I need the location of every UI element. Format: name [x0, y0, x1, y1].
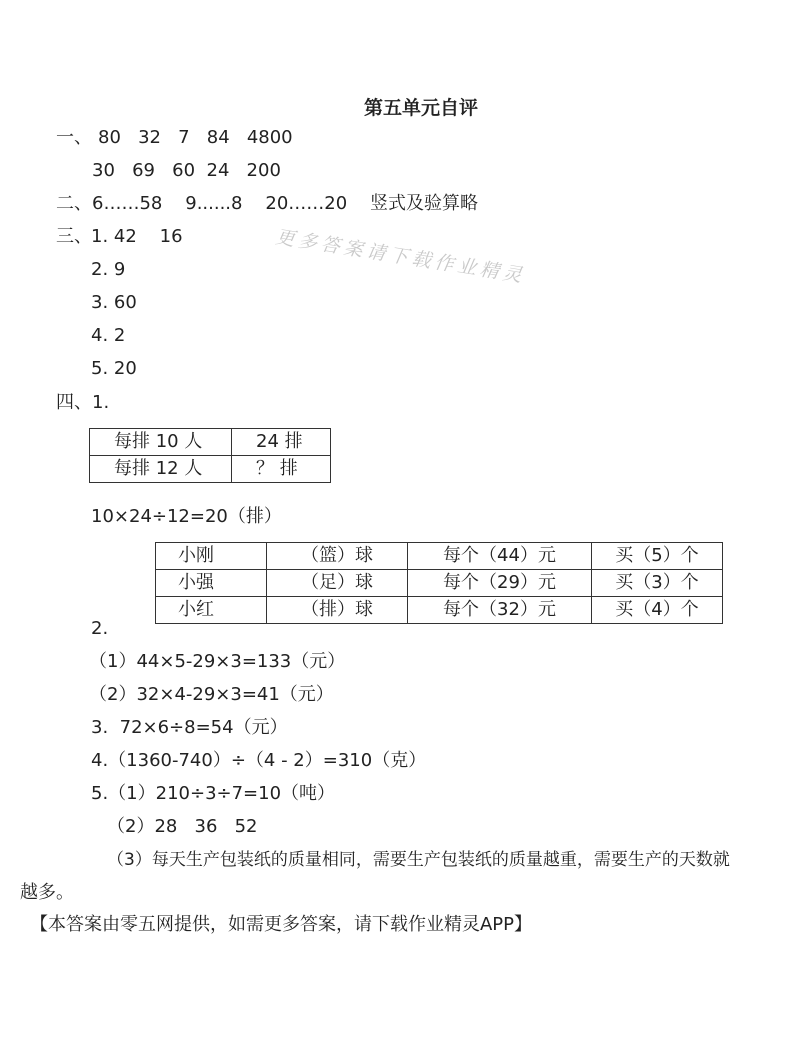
- table-row: [156, 570, 723, 597]
- section2-text: 6……58 9......8 20……20 竖式及验算略: [92, 193, 479, 214]
- section1-row1: 80 32 7 84 4800: [98, 127, 293, 148]
- footer-note: 【本答案由零五网提供，如需更多答案，请下载作业精灵APP】: [30, 914, 533, 935]
- table-cell: 每排 10 人: [90, 429, 232, 456]
- item3: 3. 72×6÷8=54（元）: [91, 717, 288, 738]
- section3-label: 三、: [56, 226, 92, 247]
- calc-1: 10×24÷12=20（排）: [91, 506, 282, 527]
- table-row: [156, 597, 723, 624]
- table-cell: （篮）球: [267, 543, 408, 570]
- section2-label: 二、: [56, 193, 92, 214]
- item5-part3-line1: （3）每天生产包装纸的质量相同，需要生产包装纸的质量越重，需要生产的天数就: [107, 850, 730, 870]
- table-cell: 每个（44）元: [408, 543, 592, 570]
- section3-item-4: 4. 2: [91, 325, 126, 346]
- table-cell: 每个（32）元: [408, 597, 592, 624]
- table-cell: 小红: [156, 597, 267, 624]
- watermark: 更多答案请下载作业精灵: [273, 225, 528, 288]
- section3-item-2: 2. 9: [91, 259, 126, 280]
- table-cell: 24 排: [232, 429, 331, 456]
- ball-purchase-table: [155, 542, 723, 624]
- table-cell: （足）球: [267, 570, 408, 597]
- table-cell: ？ 排: [232, 456, 331, 483]
- section3-item-3: 3. 60: [91, 292, 137, 313]
- item2-part1: （1）44×5-29×3=133（元）: [89, 651, 346, 672]
- item5-part1: 5.（1）210÷3÷7=10（吨）: [91, 783, 336, 804]
- table-cell: 每排 12 人: [90, 456, 232, 483]
- section3-item-1: 1. 42 16: [91, 226, 183, 247]
- table-cell: 买（5）个: [592, 543, 723, 570]
- table-cell: 买（3）个: [592, 570, 723, 597]
- table-row: [90, 429, 331, 456]
- item2-part2: （2）32×4-29×3=41（元）: [89, 684, 334, 705]
- table-cell: 小强: [156, 570, 267, 597]
- table-cell: 每个（29）元: [408, 570, 592, 597]
- section1-row2: 30 69 60 24 200: [92, 160, 281, 181]
- table-row: [156, 543, 723, 570]
- table-cell: 买（4）个: [592, 597, 723, 624]
- table-cell: （排）球: [267, 597, 408, 624]
- table-cell: 小刚: [156, 543, 267, 570]
- item4: 4.（1360-740）÷（4 - 2）=310（克）: [91, 750, 427, 771]
- section4-label: 四、1.: [56, 392, 110, 413]
- item5-part2: （2）28 36 52: [107, 816, 258, 837]
- seating-table: [89, 428, 331, 483]
- page-title: 第五单元自评: [364, 97, 479, 119]
- section1-label: 一、: [56, 127, 92, 148]
- item2-label: 2.: [91, 618, 109, 639]
- item5-part3-line2: 越多。: [20, 882, 74, 903]
- table-row: [90, 456, 331, 483]
- section3-item-5: 5. 20: [91, 358, 137, 379]
